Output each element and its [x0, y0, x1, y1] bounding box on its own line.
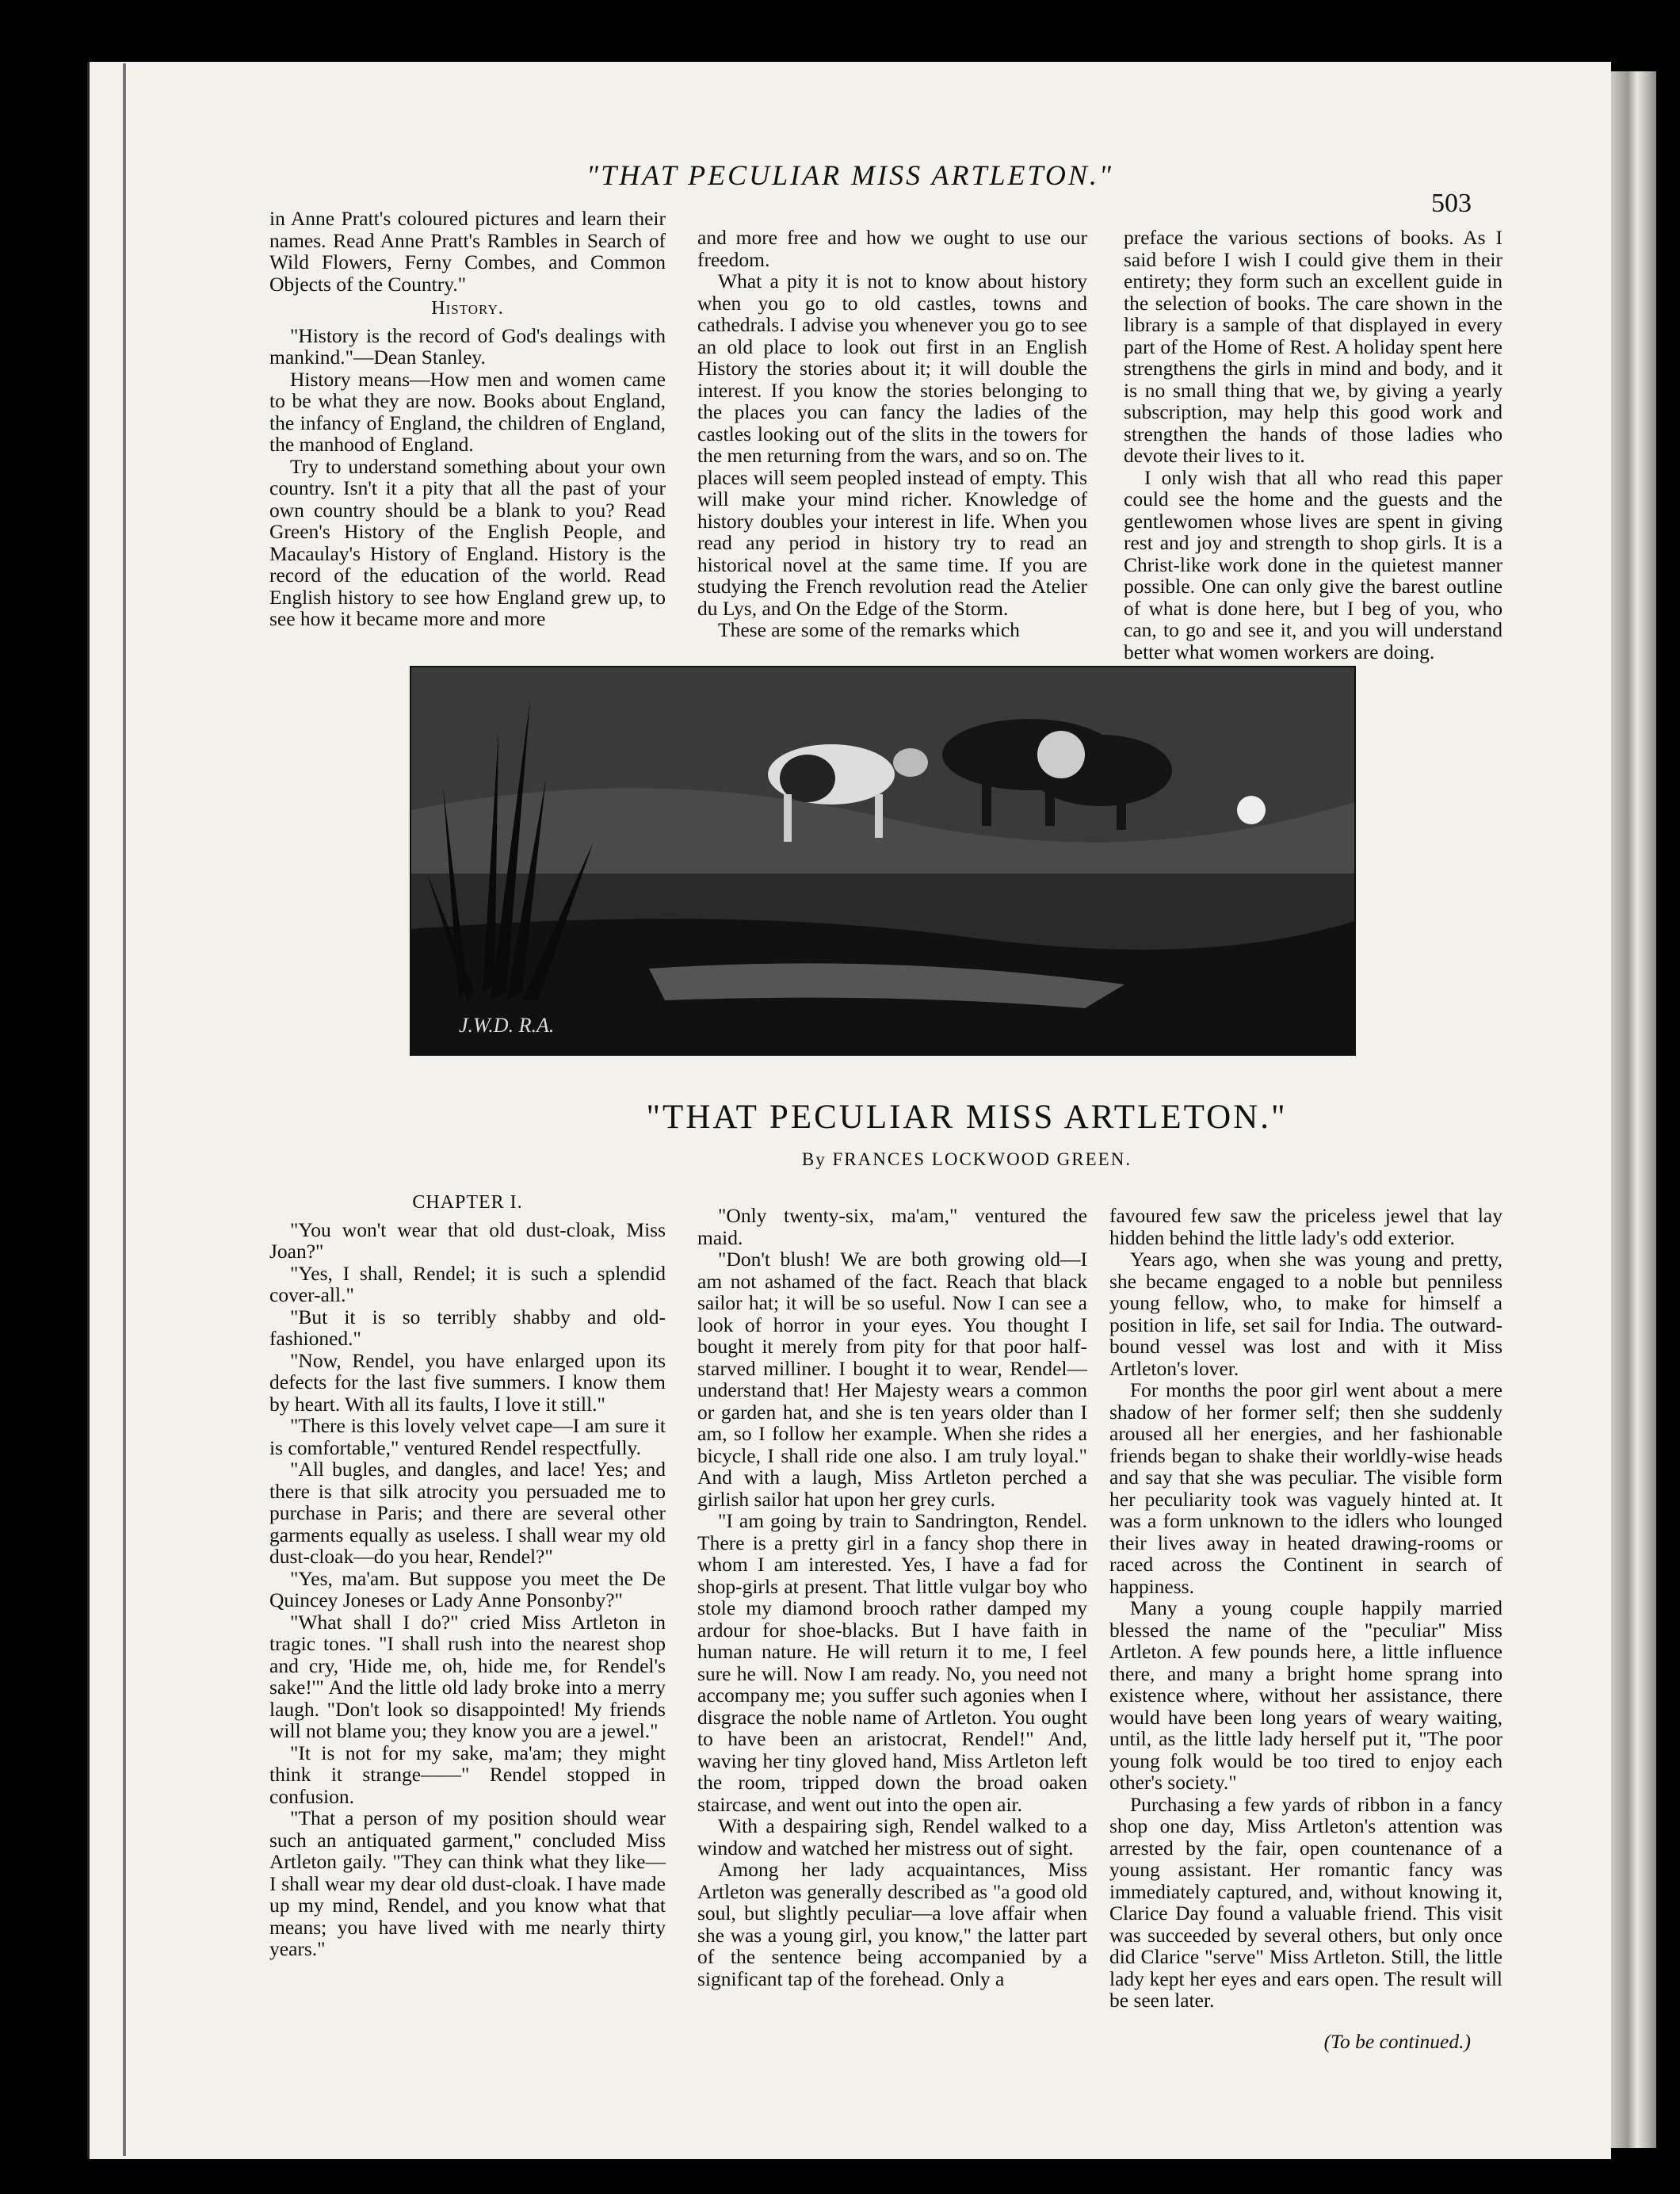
- story-column-1: [269, 1189, 666, 1960]
- story-column-3: [1109, 1205, 1502, 2052]
- paragraph: What a pity it is not to know about history when you go to old castles, towns and cathedrals. I advise you whenever you go to see an old place to look out first in an English History the stories about it; it will double the interest. If you know the stories belonging to the places you can fancy the ladies of the castles looking out of the slits in the towers for the men returning from the wars, and so on. The places will seem peopled instead of empty. This will make your mind richer. Knowledge of history doubles your interest in life. When you read any period in history try to read an historical novel at the same time. If you are studying the French revolution read the Atelier du Lys, and On the Edge of the Storm.: [697, 269, 1087, 620]
- paragraph: For months the poor girl went about a mere shadow of her former self; then she suddenly aroused all her energies, and her fashionable friends began to shake their worldly-wise heads and say that she was peculiar. The visible form her peculiarity took was vaguely hinted at. It was a form unknown to the idlers who lounged their lives away in heated drawing-rooms or raced across the Continent in search of happiness.: [1109, 1378, 1502, 1598]
- paragraph: "What shall I do?" cried Miss Artleton in tragic tones. "I shall rush into the nearest shop and cry, 'Hide me, oh, hide me, for Rendel's sake!'" And the little old lady broke into a merry laugh. "Don't look so disappointed! My friends will not blame you; they know you are a jewel.": [269, 1610, 666, 1742]
- paragraph: Among her lady acquaintances, Miss Artleton was generally described as "a good old soul, but slightly peculiar—a love affair when she was a young girl, you know," the latter part of the sentence being accompanied by a significant tap of the forehead. Only a: [697, 1858, 1087, 1990]
- top-column-1: [269, 208, 666, 630]
- paragraph: in Anne Pratt's coloured pictures and learn their names. Read Anne Pratt's Rambles in Search of Wild Flowers, Ferny Combes, and Common Objects of the Country.": [269, 207, 666, 296]
- paragraph: preface the various sections of books. As I said before I wish I could give them in their entirety; they form such an excellent guide in the selection of books. The care shown in the library is a sample of that displayed in every part of the Home of Rest. A holiday spent here strengthens the girls in mind and body, and it is no small thing that we, by giving a yearly subscription, may help this good work and strengthen the hands of those ladies who devote their lives to it.: [1124, 226, 1502, 467]
- byline: By FRANCES LOCKWOOD GREEN.: [801, 1149, 1132, 1169]
- paragraph: Many a young couple happily married blessed the name of the "peculiar" Miss Artleton. A few pounds here, a little influence there, and many a bright home sprang into existence where, without her assistance, there would have been long years of weary waiting, until, as the little lady herself put it, "The poor young folk would be too tired to enjoy each other's society.": [1109, 1596, 1502, 1794]
- paragraph: "But it is so terribly shabby and old-fashioned.": [269, 1305, 666, 1350]
- paragraph: History means—How men and women came to be what they are now. Books about England, the infancy of England, the children of England, the manhood of England.: [269, 367, 666, 456]
- paragraph: "Yes, ma'am. But suppose you meet the De Quincey Joneses or Lady Anne Ponsonby?": [269, 1566, 666, 1611]
- paragraph: "It is not for my sake, ma'am; they might think it strange——" Rendel stopped in confusion.: [269, 1741, 666, 1808]
- paragraph: Years ago, when she was young and pretty, she became engaged to a noble but penniless young fellow, who, to make for himself a position in life, set sail for India. The outward-bound vessel was lost and with it Miss Artleton's lover.: [1109, 1248, 1502, 1380]
- paragraph: "History is the record of God's dealings with mankind."—Dean Stanley.: [269, 323, 666, 369]
- paragraph: These are some of the remarks which: [718, 618, 1020, 641]
- paragraph: "That a person of my position should wear such an antiquated garment," concluded Miss Artleton gaily. "They can think what they like—I shall wear my dear old dust-cloak. I have made up my mind, Rendel, and you know what that means; you have lived with me nearly thirty years.": [269, 1806, 666, 1960]
- paragraph: and more free and how we ought to use our freedom.: [697, 226, 1087, 271]
- cattle-illustration: [410, 666, 1356, 1056]
- section-heading: History.: [431, 298, 504, 319]
- paragraph: "Only twenty-six, ma'am," ventured the maid.: [697, 1204, 1087, 1249]
- artist-signature: J.W.D. R.A.: [459, 1014, 555, 1037]
- story-title: "THAT PECULIAR MISS ARTLETON.": [646, 1099, 1288, 1136]
- chapter-heading: CHAPTER I.: [412, 1192, 523, 1213]
- paragraph: With a despairing sigh, Rendel walked to a window and watched her mistress out of sight.: [697, 1814, 1087, 1860]
- paragraph: I only wish that all who read this paper could see the home and the guests and the gentlewomen whose lives are spent in giving rest and joy and strength to shop girls. It is a Christ-like work done in the quietest manner possible. One can only give the barest outline of what is done here, but I beg of you, who can, to go and see it, and you will understand better what women workers are doing.: [1124, 465, 1502, 663]
- paragraph: "I am going by train to Sandrington, Rendel. There is a pretty girl in a fancy shop there in whom I am interested. Yes, I have a fad for shop-girls at present. That little vulgar boy who stole my diamond brooch rather damped my ardour for shoe-blacks. But I have faith in human nature. He will return it to me, I feel sure he will. Now I am ready. No, you need not accompany me; you suffer such agonies when I disgrace the noble name of Artleton. You ought to have been an aristocrat, Rendel!" And, waving her tiny gloved hand, Miss Artleton left the room, tripped down the broad oaken staircase, and went out into the open air.: [697, 1509, 1087, 1816]
- paragraph: favoured few saw the priceless jewel that lay hidden behind the little lady's odd exterior.: [1109, 1204, 1502, 1249]
- page-edge: [1609, 71, 1656, 2148]
- page-number: 503: [1431, 189, 1472, 218]
- top-column-2: [697, 227, 1087, 641]
- paragraph: "Don't blush! We are both growing old—I am not ashamed of the fact. Reach that black sailor hat; it will be so useful. Now I can see a look of horror in your eyes. You thought I bought it merely from pity for that poor half-starved milliner. I bought it to wear, Rendel—understand that! Her Majesty wears a common or garden hat, and she is ten years older than I am, so I follow her example. When she rides a bicycle, I shall ride one also. I am truly loyal." And with a laugh, Miss Artleton perched a girlish sailor hat upon her grey curls.: [697, 1248, 1087, 1511]
- paragraph: "You won't wear that old dust-cloak, Miss Joan?": [269, 1217, 666, 1263]
- paragraph: "There is this lovely velvet cape—I am sure it is comfortable," ventured Rendel respectfully.: [269, 1414, 666, 1459]
- story-column-2: [697, 1205, 1087, 1990]
- binding-line: [123, 63, 126, 2156]
- top-column-3: [1124, 227, 1502, 663]
- engraving-image: [411, 667, 1354, 1054]
- paragraph: "All bugles, and dangles, and lace! Yes; and there is that silk atrocity you persuaded me to purchase in Paris; and there are several other garments equally as useless. I shall wear my old dust-cloak—do you hear, Rendel?": [269, 1458, 666, 1568]
- paragraph: "Now, Rendel, you have enlarged upon its defects for the last five summers. I know them by heart. With all its faults, I love it still.": [269, 1348, 666, 1416]
- paragraph: "Yes, I shall, Rendel; it is such a splendid cover-all.": [269, 1261, 666, 1306]
- paragraph: Purchasing a few yards of ribbon in a fancy shop one day, Miss Artleton's attention was arrested by the fair, open countenance of a young assistant. Her romantic fancy was immediately captured, and, without knowing it, Clarice Day found a valuable friend. This visit was succeeded by several others, but only once did Clarice "serve" Miss Artleton. Still, the little lady kept her eyes and ears open. The result will be seen later.: [1109, 1792, 1502, 2012]
- running-title: "THAT PECULIAR MISS ARTLETON.": [586, 159, 1113, 191]
- to-be-continued: (To be continued.): [1323, 2029, 1471, 2053]
- paragraph: Try to understand something about your own country. Isn't it a pity that all the past of your own country should be a blank to you? Read Green's History of the English People, and Macaulay's History of England. History is the record of the education of the world. Read English history to see how England grew up, to see how it became more and more: [269, 454, 666, 630]
